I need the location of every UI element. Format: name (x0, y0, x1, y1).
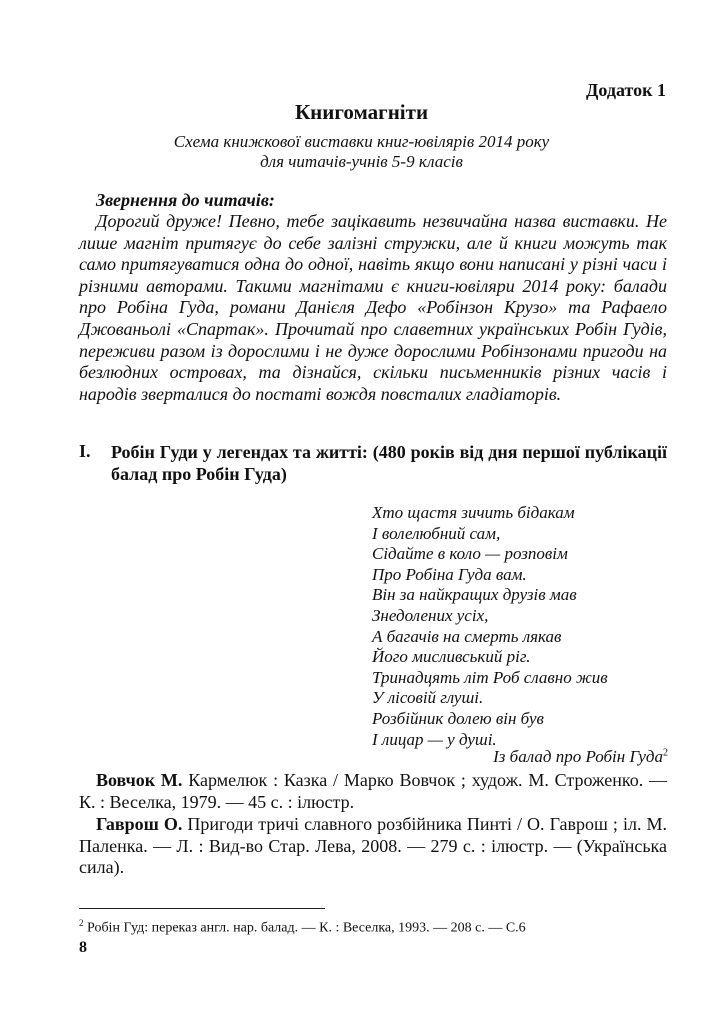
poem-line: Хто щастя зичить бідакам (372, 503, 575, 522)
page-number: 8 (79, 939, 87, 956)
page-title: Книгомагніти (294, 100, 429, 124)
section-number: I. (79, 441, 91, 461)
poem-line: Сідайте в коло — розповім (372, 544, 568, 564)
footnote-divider (79, 908, 325, 909)
footnote-text: Робін Гуд: переказ англ. нар. балад. — К. : Веселка, 1993. — 208 с. — С.6 (87, 920, 526, 936)
appendix-label: Додаток 1 (586, 80, 666, 100)
address-text: Дорогий друже! Певно, тебе зацікавить незвичайна назва виставки. Не лише магніт притягує до себе залізні стружки, але й книги можуть так само притягуватися одна до одної, навіть якщо вони написані у різні часи і різними авторами. Такими магнітами є книги-ювіляри 2014 року: балади про Робіна Гуда, романи Данієля Дефо «Робінзон Крузо» та Рафаело Джованьолі «Спартак». Прочитай про славетних українських Робін Гудів, переживи разом із дорослими і не дуже дорослими Робінзонами пригоди на безлюдних островах, та дізнайся, скільки письменників різних часів і народів зверталися до постаті вождя повсталих гладіаторів. (79, 211, 667, 404)
footnote (79, 918, 526, 937)
poem-line: У лісовій глуші. (372, 688, 484, 708)
poem-line: І волелюбний сам, (372, 523, 501, 543)
footnote-mark: 2 (79, 918, 84, 928)
bibliography-entry (79, 814, 667, 879)
poem-line: Він за найкращих друзів мав (372, 585, 577, 605)
bibliography-author: Вовчок М. (96, 770, 183, 790)
footnote-ref: 2 (663, 747, 668, 759)
poem-line: Про Робіна Гуда вам. (372, 564, 527, 584)
address-heading: Звернення до читачів: (96, 190, 275, 210)
poem-line: Його мисливський ріг. (372, 647, 531, 667)
poem-source (493, 747, 668, 767)
poem (372, 503, 608, 750)
poem-line: І лицар — у душі. (372, 729, 497, 749)
poem-line: Розбійник долею він був (372, 708, 544, 728)
bibliography-entry (79, 770, 667, 813)
bibliography-text: Кармелюк : Казка / Марко Вовчок ; худож. М. Строженко. — К. : Веселка, 1979. — 45 с. : ілюстр. (79, 770, 668, 812)
poem-line: Тринадцять літ Роб славно жив (372, 667, 608, 687)
subtitle-line-2: для читачів-учнів 5-9 класів (260, 152, 463, 171)
poem-line: А багачів на смерть лякав (372, 626, 562, 646)
subtitle-line-1: Схема книжкової виставки книг-ювілярів 2014 року (173, 132, 550, 151)
bibliography-author: Гаврош О. (96, 814, 183, 834)
section-title: Робін Гуди у легендах та житті: (480 років від дня першої публікації балад про Робін Гуда) (111, 442, 667, 484)
poem-line: Знедолених усіх, (372, 605, 489, 625)
poem-source-text: Із балад про Робін Гуда (493, 747, 663, 766)
bibliography-text: Пригоди тричі славного розбійника Пинті / О. Гаврош ; іл. М. Паленка. — Л. : Вид-во Стар. Лева, 2008. — 279 с. : ілюстр. — (Українська сила). (79, 814, 667, 877)
